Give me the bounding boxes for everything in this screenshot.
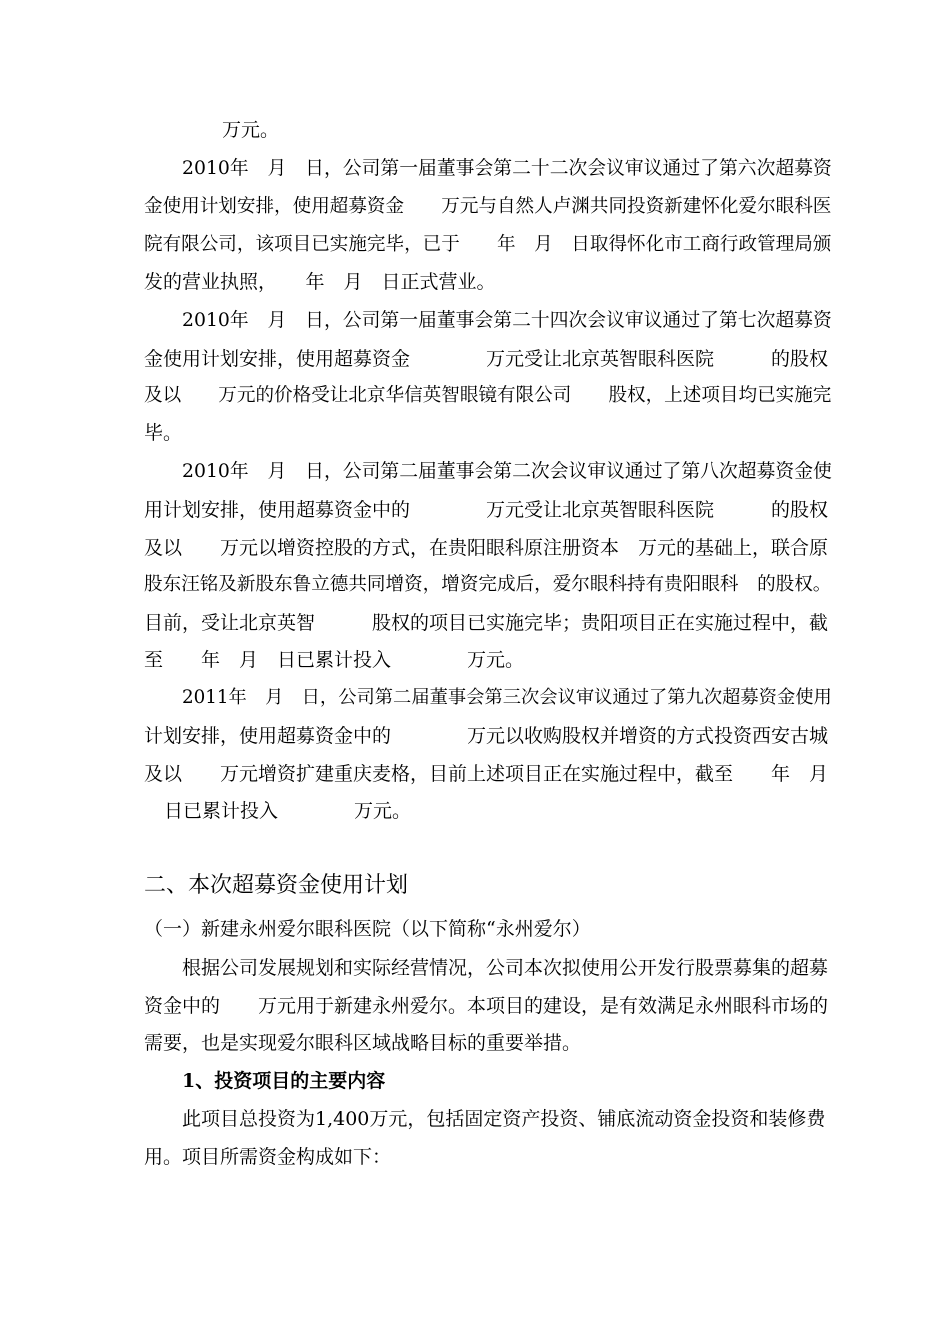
paragraph-line: 发的营业执照， 年 月 日正式营业。 xyxy=(144,271,496,293)
paragraph-line: 金使用计划安排，使用超募资金 万元受让北京英智眼科医院 的股权 xyxy=(144,348,829,370)
paragraph-line: 根据公司发展规划和实际经营情况，公司本次拟使用公开发行股票募集的超募 xyxy=(182,957,829,979)
paragraph-line: 资金中的 万元用于新建永州爱尔。本项目的建设，是有效满足永州眼科市场的 xyxy=(144,995,829,1017)
paragraph-line: 毕。 xyxy=(144,422,183,444)
paragraph-line: 目前，受让北京英智 股权的项目已实施完毕；贵阳项目正在实施过程中，截 xyxy=(144,612,829,634)
paragraph-line: 2010年 月 日，公司第二届董事会第二次会议审议通过了第八次超募资金使 xyxy=(182,461,832,482)
paragraph-line: 2010年 月 日，公司第一届董事会第二十二次会议审议通过了第六次超募资 xyxy=(182,158,832,179)
paragraph-line: 2010年 月 日，公司第一届董事会第二十四次会议审议通过了第七次超募资 xyxy=(182,310,832,331)
subsection-heading: （一）新建永州爱尔眼科医院（以下简称“永州爱尔） xyxy=(144,918,591,940)
paragraph-line: 需要，也是实现爱尔眼科区域战略目标的重要举措。 xyxy=(144,1032,582,1054)
paragraph-line: 2011年 月 日，公司第二届董事会第三次会议审议通过了第九次超募资金使用 xyxy=(182,687,832,708)
paragraph-line: 用。项目所需资金构成如下： xyxy=(144,1146,392,1168)
paragraph-line: 至 年 月 日已累计投入 万元。 xyxy=(144,649,525,671)
paragraph-line: 日已累计投入 万元。 xyxy=(164,800,412,822)
paragraph-line: 及以 万元以增资控股的方式，在贵阳眼科原注册资本 万元的基础上，联合原 xyxy=(144,537,829,559)
paragraph-line: 股东汪铭及新股东鲁立德共同增资，增资完成后，爱尔眼科持有贵阳眼科 的股权。 xyxy=(144,574,832,595)
item-heading: 1、投资项目的主要内容 xyxy=(182,1070,386,1092)
text-line: 万元。 xyxy=(222,119,280,141)
paragraph-line: 及以 万元增资扩建重庆麦格，目前上述项目正在实施过程中，截至 年 月 xyxy=(144,763,829,785)
paragraph-line: 院有限公司，该项目已实施完毕，已于 年 月 日取得怀化市工商行政管理局颁 xyxy=(144,234,832,255)
paragraph-line: 计划安排，使用超募资金中的 万元以收购股权并增资的方式投资西安古城 xyxy=(144,725,829,747)
section-heading: 二、本次超募资金使用计划 xyxy=(144,873,409,898)
paragraph-line: 此项目总投资为1,400万元，包括固定资产投资、铺底流动资金投资和装修费 xyxy=(182,1108,826,1130)
paragraph-line: 及以 万元的价格受让北京华信英智眼镜有限公司 股权，上述项目均已实施完 xyxy=(144,385,832,406)
paragraph-line: 金使用计划安排，使用超募资金 万元与自然人卢渊共同投资新建怀化爱尔眼科医 xyxy=(144,196,832,217)
paragraph-line: 用计划安排，使用超募资金中的 万元受让北京英智眼科医院 的股权 xyxy=(144,499,829,521)
